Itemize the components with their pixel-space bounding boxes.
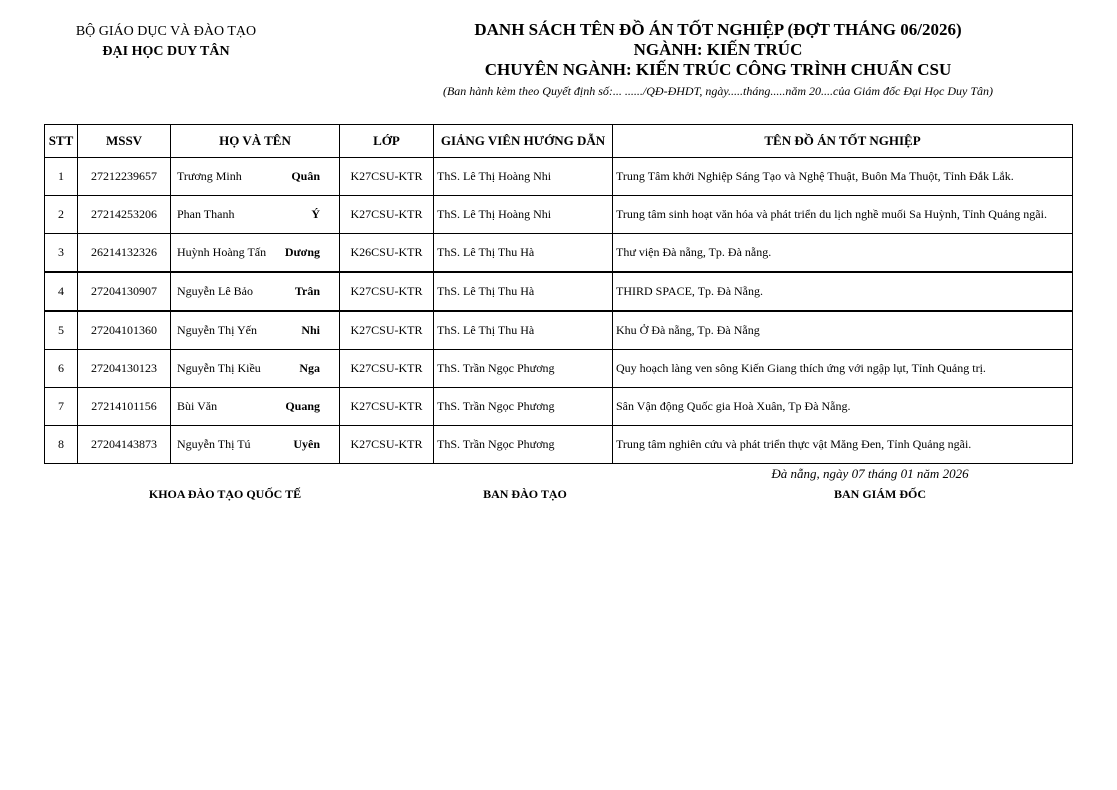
row-name [171, 311, 340, 350]
row-given-name: Ý [311, 207, 320, 221]
row-project: Trung tâm sinh hoạt văn hóa và phát triển du lịch nghề muối Sa Huỳnh, Tỉnh Quảng ngãi. [613, 196, 1073, 234]
table-row [45, 272, 1073, 311]
row-project: Trung Tâm khởi Nghiệp Sáng Tạo và Nghệ Thuật, Buôn Ma Thuột, Tỉnh Đắk Lắk. [613, 158, 1073, 196]
row-stt: 1 [45, 158, 78, 196]
row-project: Sân Vận động Quốc gia Hoà Xuân, Tp Đà Nẵng. [613, 388, 1073, 426]
row-mssv: 27214101156 [78, 388, 171, 426]
table-row [45, 234, 1073, 273]
row-class: K27CSU-KTR [340, 158, 434, 196]
signature-international-faculty: KHOA ĐÀO TẠO QUỐC TẾ [148, 487, 302, 501]
document-heading [380, 20, 1056, 100]
university-name: ĐẠI HỌC DUY TÂN [102, 44, 230, 59]
signature-board-of-directors: BAN GIÁM ĐỐC [834, 487, 926, 501]
row-family-name: Nguyễn Lê Bảo [177, 284, 253, 298]
row-advisor: ThS. Lê Thị Hoàng Nhi [434, 196, 613, 234]
issuer-block [40, 22, 292, 62]
row-stt: 6 [45, 350, 78, 388]
col-header-advisor: GIẢNG VIÊN HƯỚNG DẪN [434, 125, 613, 158]
table-row [45, 350, 1073, 388]
row-advisor: ThS. Trần Ngọc Phương [434, 388, 613, 426]
row-advisor: ThS. Lê Thị Thu Hà [434, 234, 613, 273]
row-given-name: Trân [294, 284, 320, 298]
row-family-name: Nguyễn Thị Yến [177, 323, 257, 337]
issue-date: Đà nẵng, ngày 07 tháng 01 năm 2026 [771, 466, 969, 481]
row-stt: 5 [45, 311, 78, 350]
col-header-project: TÊN ĐỒ ÁN TỐT NGHIỆP [613, 125, 1073, 158]
table-row [45, 196, 1073, 234]
row-advisor: ThS. Lê Thị Hoàng Nhi [434, 158, 613, 196]
row-name [171, 426, 340, 464]
row-mssv: 27204130123 [78, 350, 171, 388]
row-given-name: Uyên [293, 437, 320, 451]
table-row [45, 426, 1073, 464]
row-advisor: ThS. Lê Thị Thu Hà [434, 272, 613, 311]
row-family-name: Bùi Văn [177, 399, 218, 413]
col-header-mssv: MSSV [78, 125, 171, 158]
row-class: K27CSU-KTR [340, 426, 434, 464]
row-advisor: ThS. Lê Thị Thu Hà [434, 311, 613, 350]
row-stt: 7 [45, 388, 78, 426]
row-class: K26CSU-KTR [340, 234, 434, 273]
table-header-row [45, 125, 1073, 158]
row-class: K27CSU-KTR [340, 388, 434, 426]
row-stt: 3 [45, 234, 78, 273]
row-project: Khu Ở Đà nẵng, Tp. Đà Nẵng [613, 311, 1073, 350]
row-class: K27CSU-KTR [340, 311, 434, 350]
row-stt: 8 [45, 426, 78, 464]
row-given-name: Dương [284, 245, 320, 259]
document-title: DANH SÁCH TÊN ĐỒ ÁN TỐT NGHIỆP (ĐỢT THÁNG 06/2026) [474, 20, 962, 39]
row-family-name: Phan Thanh [177, 207, 235, 221]
row-class: K27CSU-KTR [340, 196, 434, 234]
col-header-stt: STT [45, 125, 78, 158]
row-stt: 2 [45, 196, 78, 234]
row-mssv: 26214132326 [78, 234, 171, 273]
row-given-name: Quân [291, 169, 320, 183]
row-mssv: 27212239657 [78, 158, 171, 196]
row-project: Trung tâm nghiên cứu và phát triển thực vật Măng Đen, Tỉnh Quảng ngãi. [613, 426, 1073, 464]
row-name [171, 234, 340, 273]
row-project: THIRD SPACE, Tp. Đà Nẵng. [613, 272, 1073, 311]
row-mssv: 27214253206 [78, 196, 171, 234]
decision-note: (Ban hành kèm theo Quyết định số:... ....../QĐ-ĐHDT, ngày.....tháng.....năm 20....của Giám đốc Đại Học Duy Tân) [442, 84, 994, 98]
row-family-name: Nguyễn Thị Kiều [177, 361, 261, 375]
row-mssv: 27204130907 [78, 272, 171, 311]
table-row [45, 311, 1073, 350]
row-class: K27CSU-KTR [340, 350, 434, 388]
row-given-name: Nhi [301, 323, 320, 337]
row-advisor: ThS. Trần Ngọc Phương [434, 350, 613, 388]
ministry-name: BỘ GIÁO DỤC VÀ ĐÀO TẠO [75, 24, 257, 39]
row-advisor: ThS. Trần Ngọc Phương [434, 426, 613, 464]
specialization-line: CHUYÊN NGÀNH: KIẾN TRÚC CÔNG TRÌNH CHUẨN CSU [484, 60, 952, 79]
col-header-class: LỚP [340, 125, 434, 158]
table-row [45, 158, 1073, 196]
major-line: NGÀNH: KIẾN TRÚC [633, 40, 803, 59]
row-family-name: Nguyễn Thị Tú [177, 437, 251, 451]
row-name [171, 196, 340, 234]
row-stt: 4 [45, 272, 78, 311]
signature-training-office: BAN ĐÀO TẠO [483, 487, 567, 501]
row-project: Quy hoạch làng ven sông Kiến Giang thích ứng với ngập lụt, Tỉnh Quảng trị. [613, 350, 1073, 388]
row-name [171, 388, 340, 426]
row-given-name: Quang [285, 399, 320, 413]
row-mssv: 27204101360 [78, 311, 171, 350]
thesis-list-table [44, 124, 1073, 464]
col-header-name: HỌ VÀ TÊN [171, 125, 340, 158]
row-name [171, 158, 340, 196]
row-given-name: Nga [299, 361, 320, 375]
row-name [171, 350, 340, 388]
row-family-name: Huỳnh Hoàng Tấn [177, 245, 267, 259]
row-class: K27CSU-KTR [340, 272, 434, 311]
row-name [171, 272, 340, 311]
row-project: Thư viện Đà nẵng, Tp. Đà nẵng. [613, 234, 1073, 273]
row-mssv: 27204143873 [78, 426, 171, 464]
row-family-name: Trương Minh [177, 169, 242, 183]
table-row [45, 388, 1073, 426]
